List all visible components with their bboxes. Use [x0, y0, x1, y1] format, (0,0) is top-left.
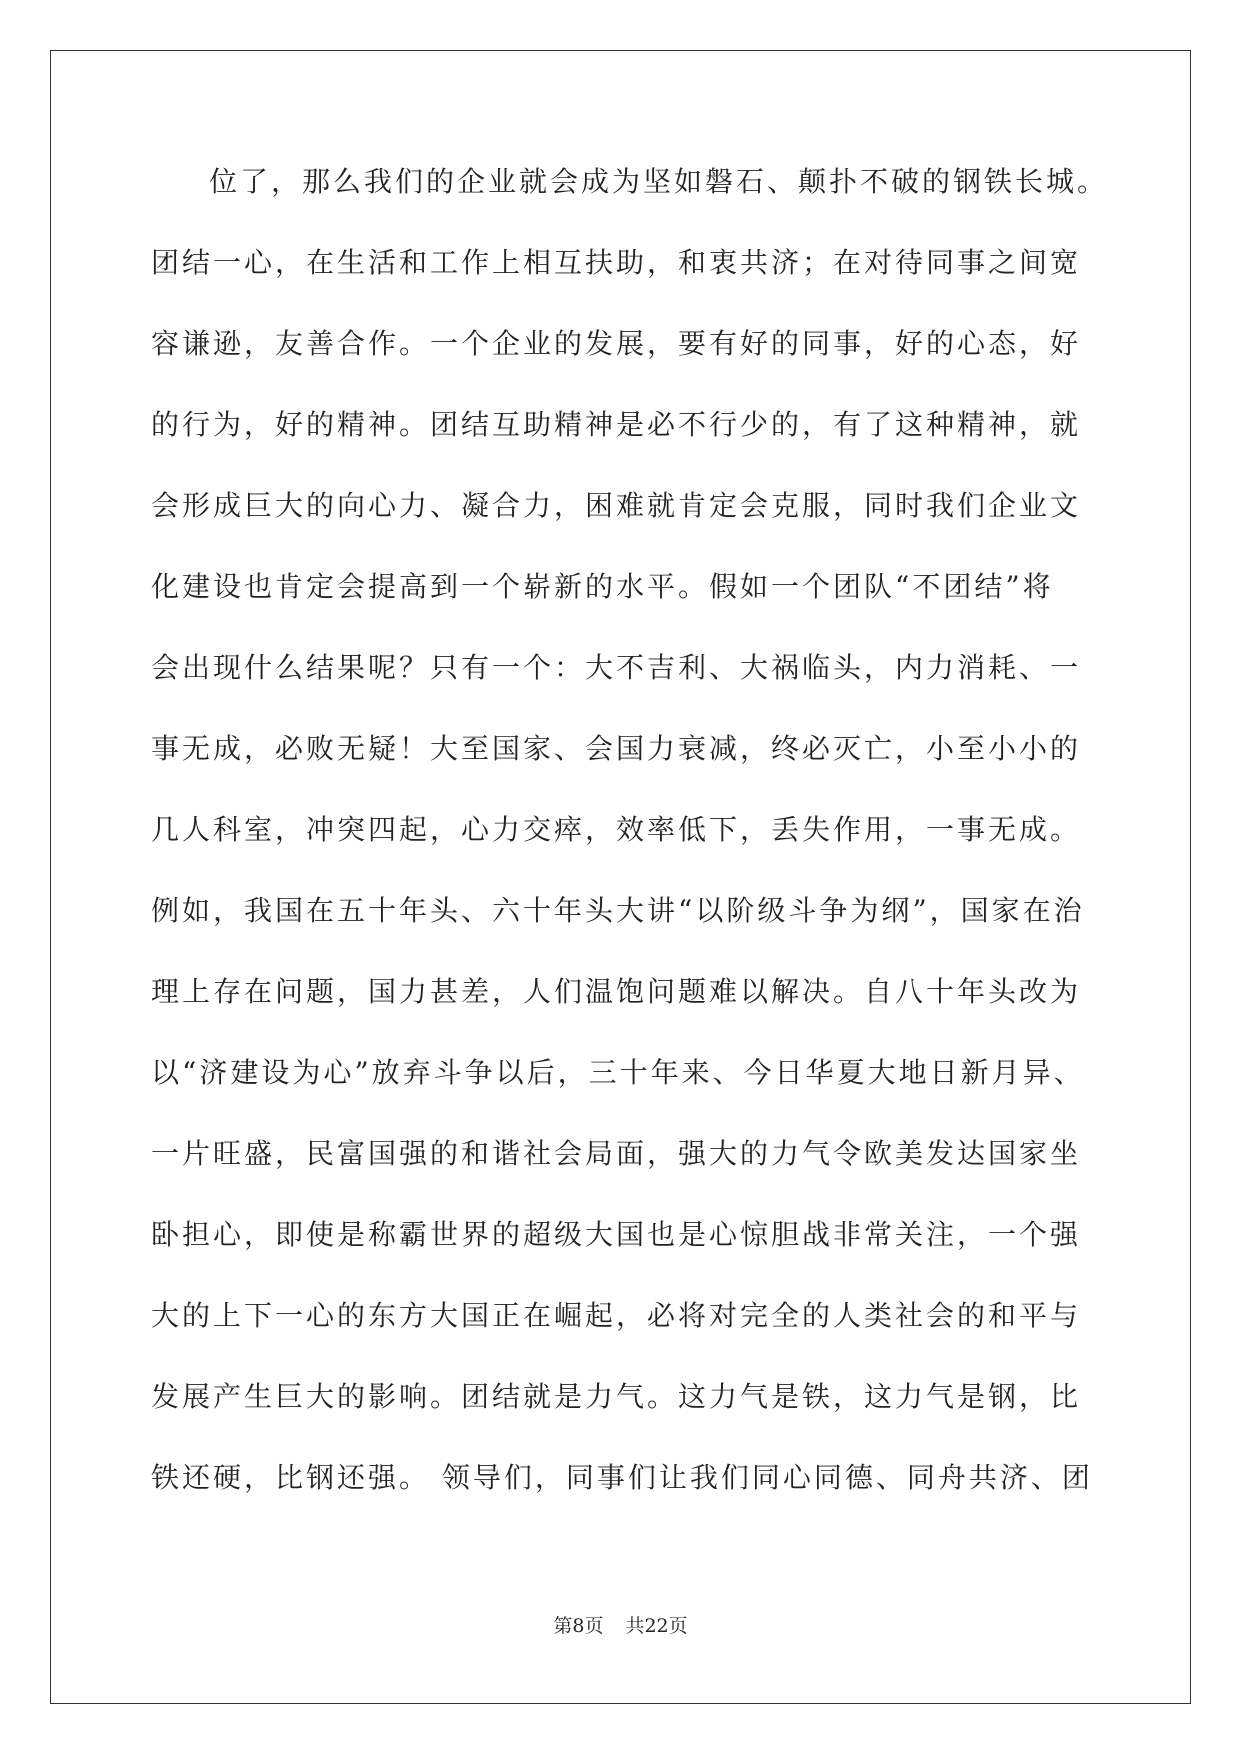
text-line: 事无成，必败无疑！大至国家、会国力衰减，终必灭亡，小至小小的 — [151, 732, 1082, 765]
text-line: 位了，那么我们的企业就会成为坚如磐石、颠扑不破的钢铁长城。 — [209, 165, 1109, 198]
text-line: 卧担心，即使是称霸世界的超级大国也是心惊胆战非常关注，一个强 — [151, 1218, 1082, 1251]
text-line: 会出现什么结果呢？只有一个：大不吉利、大祸临头，内力消耗、一 — [151, 651, 1082, 684]
text-line: 团结一心，在生活和工作上相互扶助，和衷共济；在对待同事之间宽 — [151, 246, 1082, 279]
text-line: 大的上下一心的东方大国正在崛起，必将对完全的人类社会的和平与 — [151, 1299, 1082, 1332]
text-line: 理上存在问题，国力甚差，人们温饱问题难以解决。自八十年头改为 — [151, 975, 1082, 1008]
text-line: 会形成巨大的向心力、凝合力，困难就肯定会克服，同时我们企业文 — [151, 489, 1082, 522]
text-line: 容谦逊，友善合作。一个企业的发展，要有好的同事，好的心态，好 — [151, 327, 1082, 360]
page-number: 第8页 — [553, 1615, 604, 1637]
text-line: 一片旺盛，民富国强的和谐社会局面，强大的力气令欧美发达国家坐 — [151, 1137, 1082, 1170]
text-line: 以“济建设为心”放弃斗争以后，三十年来、今日华夏大地日新月异、 — [151, 1056, 1085, 1089]
page-footer — [0, 1614, 1241, 1638]
text-line: 的行为，好的精神。团结互助精神是必不行少的，有了这种精神，就 — [151, 408, 1082, 441]
document-body — [151, 162, 1109, 1539]
text-line: 化建设也肯定会提高到一个崭新的水平。假如一个团队“不团结”将 — [151, 570, 1054, 603]
text-line: 例如，我国在五十年头、六十年头大讲“以阶级斗争为纲”，国家在治 — [151, 894, 1085, 927]
page-total: 共22页 — [625, 1615, 688, 1637]
text-line: 铁还硬，比钢还强。 领导们，同事们让我们同心同德、同舟共济、团 — [151, 1461, 1093, 1494]
text-line: 发展产生巨大的影响。团结就是力气。这力气是铁，这力气是钢，比 — [151, 1380, 1082, 1413]
text-line: 几人科室，冲突四起，心力交瘁，效率低下，丢失作用，一事无成。 — [151, 813, 1082, 846]
